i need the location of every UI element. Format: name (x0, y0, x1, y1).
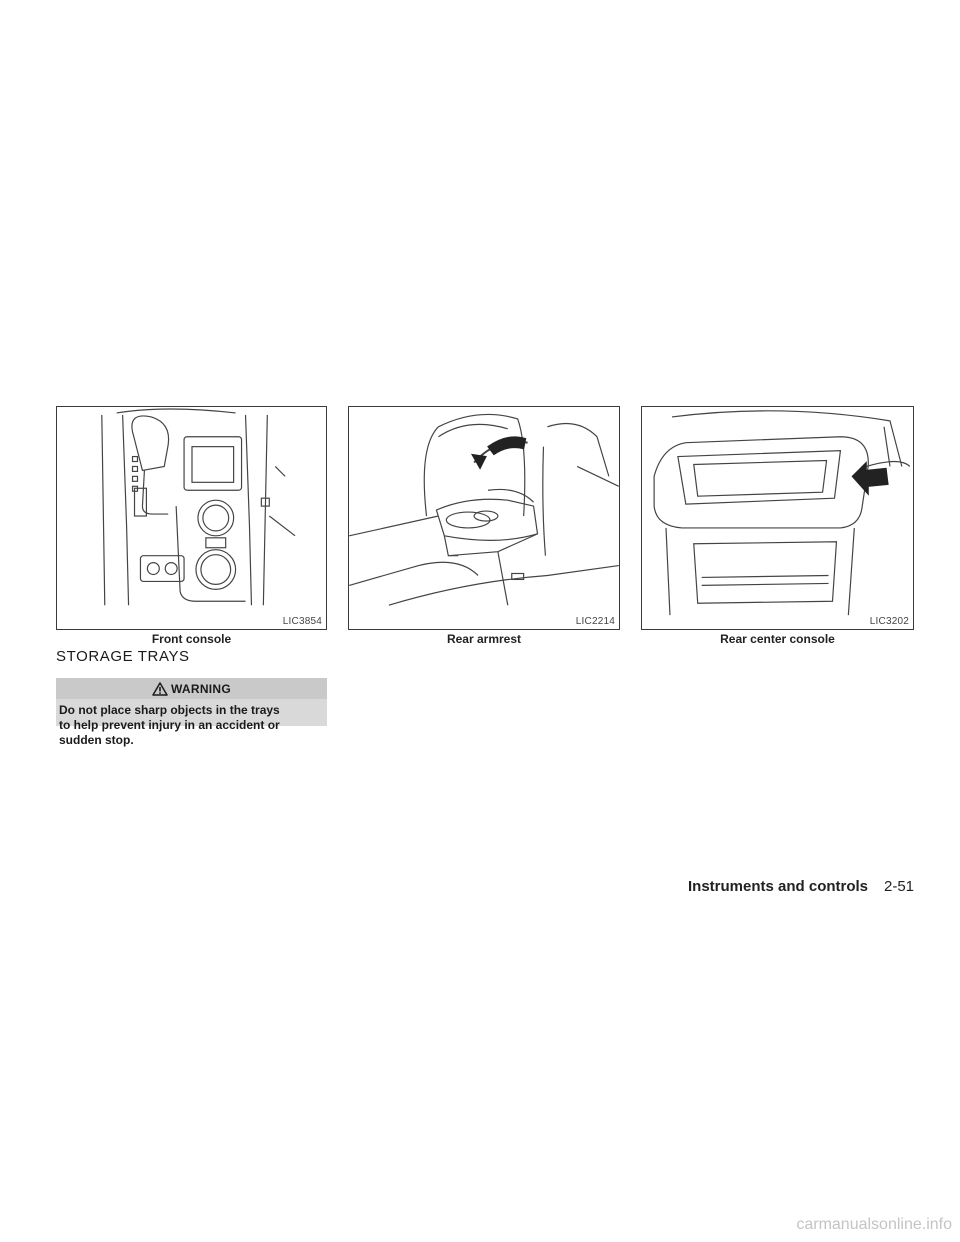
figure-rear-armrest (348, 406, 620, 630)
section-title: STORAGE TRAYS (56, 648, 190, 665)
rear-center-console-illustration (642, 407, 913, 629)
rear-armrest-illustration (349, 407, 619, 629)
figure-caption: Rear center console (720, 632, 835, 646)
warning-text (59, 703, 325, 748)
warning-triangle-icon (152, 682, 168, 696)
figure-caption: Front console (151, 632, 232, 646)
figure-code: LIC3202 (869, 616, 909, 627)
figure-front-console (56, 406, 327, 630)
figure-code: LIC2214 (575, 616, 615, 627)
warning-line: Do not place sharp objects in the trays (59, 703, 280, 717)
warning-header (56, 678, 327, 699)
warning-line: sudden stop. (59, 733, 134, 747)
warning-label: WARNING (170, 681, 232, 696)
warning-line: to help prevent injury in an accident or (59, 718, 280, 732)
figure-caption: Rear armrest (446, 632, 522, 646)
footer-page-number: 2-51 (884, 878, 915, 895)
front-console-illustration (57, 407, 326, 629)
figure-code: LIC3854 (282, 616, 322, 627)
watermark: carmanualsonline.info (796, 1216, 952, 1233)
footer-chapter-title: Instruments and controls (688, 878, 869, 895)
figure-rear-center-console (641, 406, 914, 630)
